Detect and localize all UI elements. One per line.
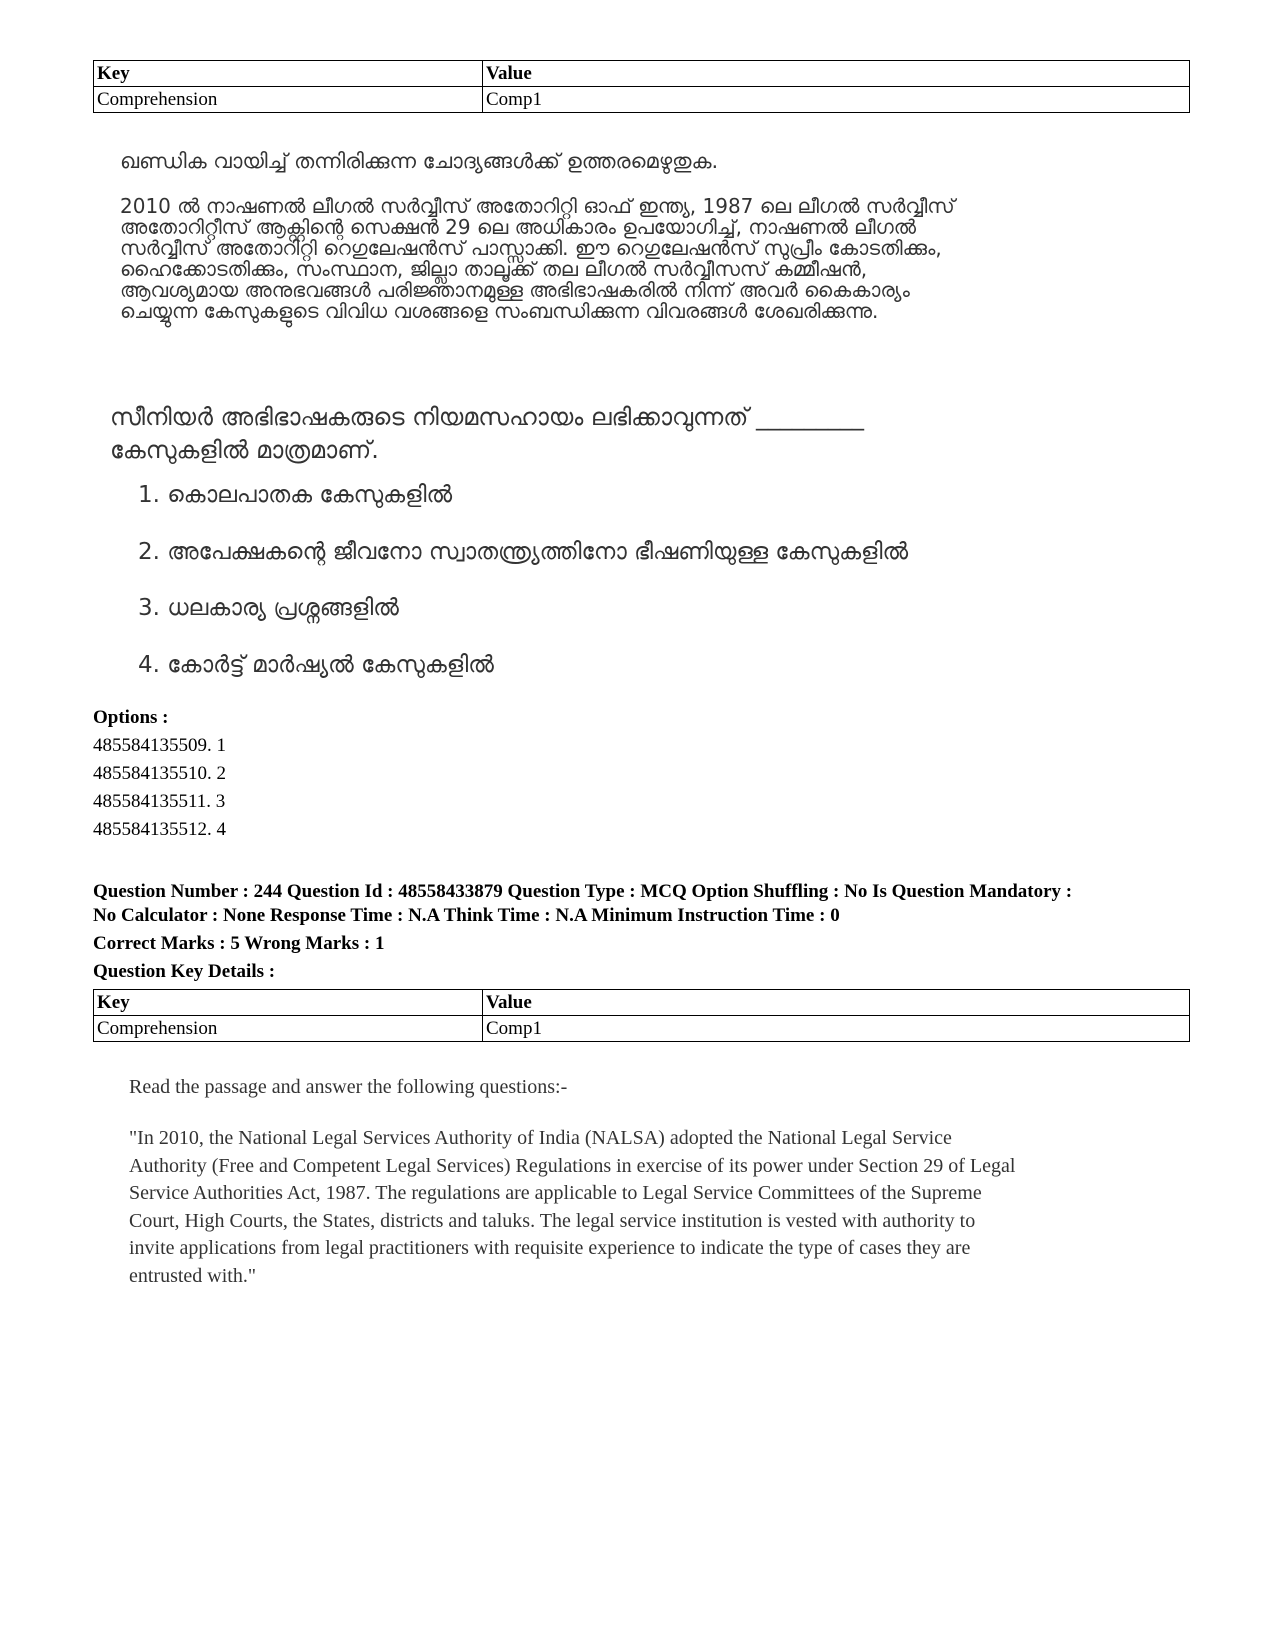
ml-option-item: 2. അപേക്ഷകന്റെ ജീവനോ സ്വാതന്ത്ര്യത്തിനോ ഭീഷണിയുള്ള കേസുകളിൽ	[138, 539, 909, 565]
en-passage-line: Authority (Free and Competent Legal Services) Regulations in exercise of its power under Section 29 of Legal	[129, 1154, 1016, 1177]
ml-passage-line: സർവ്വീസ് അതോറിറ്റി റെഗുലേഷൻസ് പാസ്സാക്കി. ഈ റെഗുലേഷൻസ് സുപ്രീം കോടതിക്കും,	[120, 236, 942, 260]
table-row	[94, 1016, 1190, 1042]
en-passage	[129, 1125, 1015, 1290]
en-instruction: Read the passage and answer the following questions:-	[129, 1076, 568, 1098]
option-id-item: 485584135509. 1	[93, 735, 226, 756]
key-value-table-bottom	[93, 989, 1190, 1042]
question-marks: Correct Marks : 5 Wrong Marks : 1	[93, 933, 385, 954]
key-header: Key	[94, 61, 483, 87]
key-cell: Comprehension	[94, 1016, 483, 1042]
ml-passage-line: ആവശ്യമായ അനുഭവങ്ങൾ പരിജ്ഞാനമുള്ള അഭിഭാഷകരിൽ നിന്ന് അവർ കൈകാര്യം	[120, 278, 910, 302]
ml-option-item: 4. കോർട്ട് മാർഷ്യൽ കേസുകളിൽ	[138, 652, 494, 678]
option-id-item: 485584135510. 2	[93, 763, 226, 784]
value-cell: Comp1	[483, 1016, 1190, 1042]
options-label: Options :	[93, 707, 169, 728]
ml-passage-line: അതോറിറ്റീസ് ആക്റ്റിന്റെ സെക്ഷൻ 29 ലെ അധികാരം ഉപയോഗിച്ച്, നാഷണൽ ലീഗൽ	[120, 215, 917, 239]
en-passage-line: Court, High Courts, the States, districts and taluks. The legal service institution is vested with authority to	[129, 1209, 976, 1232]
en-passage-line: entrusted with."	[129, 1264, 257, 1287]
ml-option-item: 3. ധലകാര്യ പ്രശ്നങ്ങളിൽ	[138, 595, 399, 621]
table-row	[94, 87, 1190, 113]
value-header: Value	[483, 61, 1190, 87]
key-cell: Comprehension	[94, 87, 483, 113]
ml-passage	[120, 196, 955, 322]
ml-passage-line: ഹൈക്കോടതിക്കും, സംസ്ഥാന, ജില്ലാ താലൂക്ക് തല ലീഗൽ സർവ്വീസസ് കമ്മീഷൻ,	[120, 257, 868, 281]
ml-option-item: 1. കൊലപാതക കേസുകളിൽ	[138, 482, 453, 508]
value-header: Value	[483, 990, 1190, 1016]
ml-question-line: സീനിയർ അഭിഭാഷകരുടെ നിയമസഹായം ലഭിക്കാവുന്നത് _________	[110, 403, 864, 431]
option-id-item: 485584135512. 4	[93, 819, 226, 840]
key-value-table-top	[93, 60, 1190, 113]
question-meta-line1: Question Number : 244 Question Id : 48558433879 Question Type : MCQ Option Shuffling : No Is Question Mandatory :	[93, 881, 1073, 902]
ml-question	[110, 401, 864, 467]
question-key-details-label: Question Key Details :	[93, 961, 276, 982]
ml-passage-line: ചെയ്യുന്ന കേസുകളുടെ വിവിധ വശങ്ങളെ സംബന്ധിക്കുന്ന വിവരങ്ങൾ ശേഖരിക്കുന്നു.	[120, 299, 879, 323]
en-passage-line: Service Authorities Act, 1987. The regulations are applicable to Legal Service Committees of the Supreme	[129, 1182, 982, 1204]
question-meta-line2: No Calculator : None Response Time : N.A Think Time : N.A Minimum Instruction Time : 0	[93, 905, 840, 926]
value-cell: Comp1	[483, 87, 1190, 113]
ml-instruction: ഖണ്ഡിക വായിച്ച് തന്നിരിക്കുന്ന ചോദ്യങ്ങൾക്ക് ഉത്തരമെഴുതുക.	[120, 149, 719, 173]
table-header-row	[94, 61, 1190, 87]
ml-question-line: കേസുകളിൽ മാത്രമാണ്.	[110, 436, 379, 464]
en-passage-line: invite applications from legal practitioners with requisite experience to indicate the type of cases they are	[129, 1237, 971, 1259]
ml-passage-line: 2010 ൽ നാഷണൽ ലീഗൽ സർവ്വീസ് അതോറിറ്റി ഓഫ് ഇന്ത്യ, 1987 ലെ ലീഗൽ സർവ്വീസ്	[120, 194, 955, 218]
key-header: Key	[94, 990, 483, 1016]
table-header-row	[94, 990, 1190, 1016]
en-passage-line: "In 2010, the National Legal Services Authority of India (NALSA) adopted the National Legal Service	[129, 1127, 952, 1149]
option-id-item: 485584135511. 3	[93, 791, 226, 812]
